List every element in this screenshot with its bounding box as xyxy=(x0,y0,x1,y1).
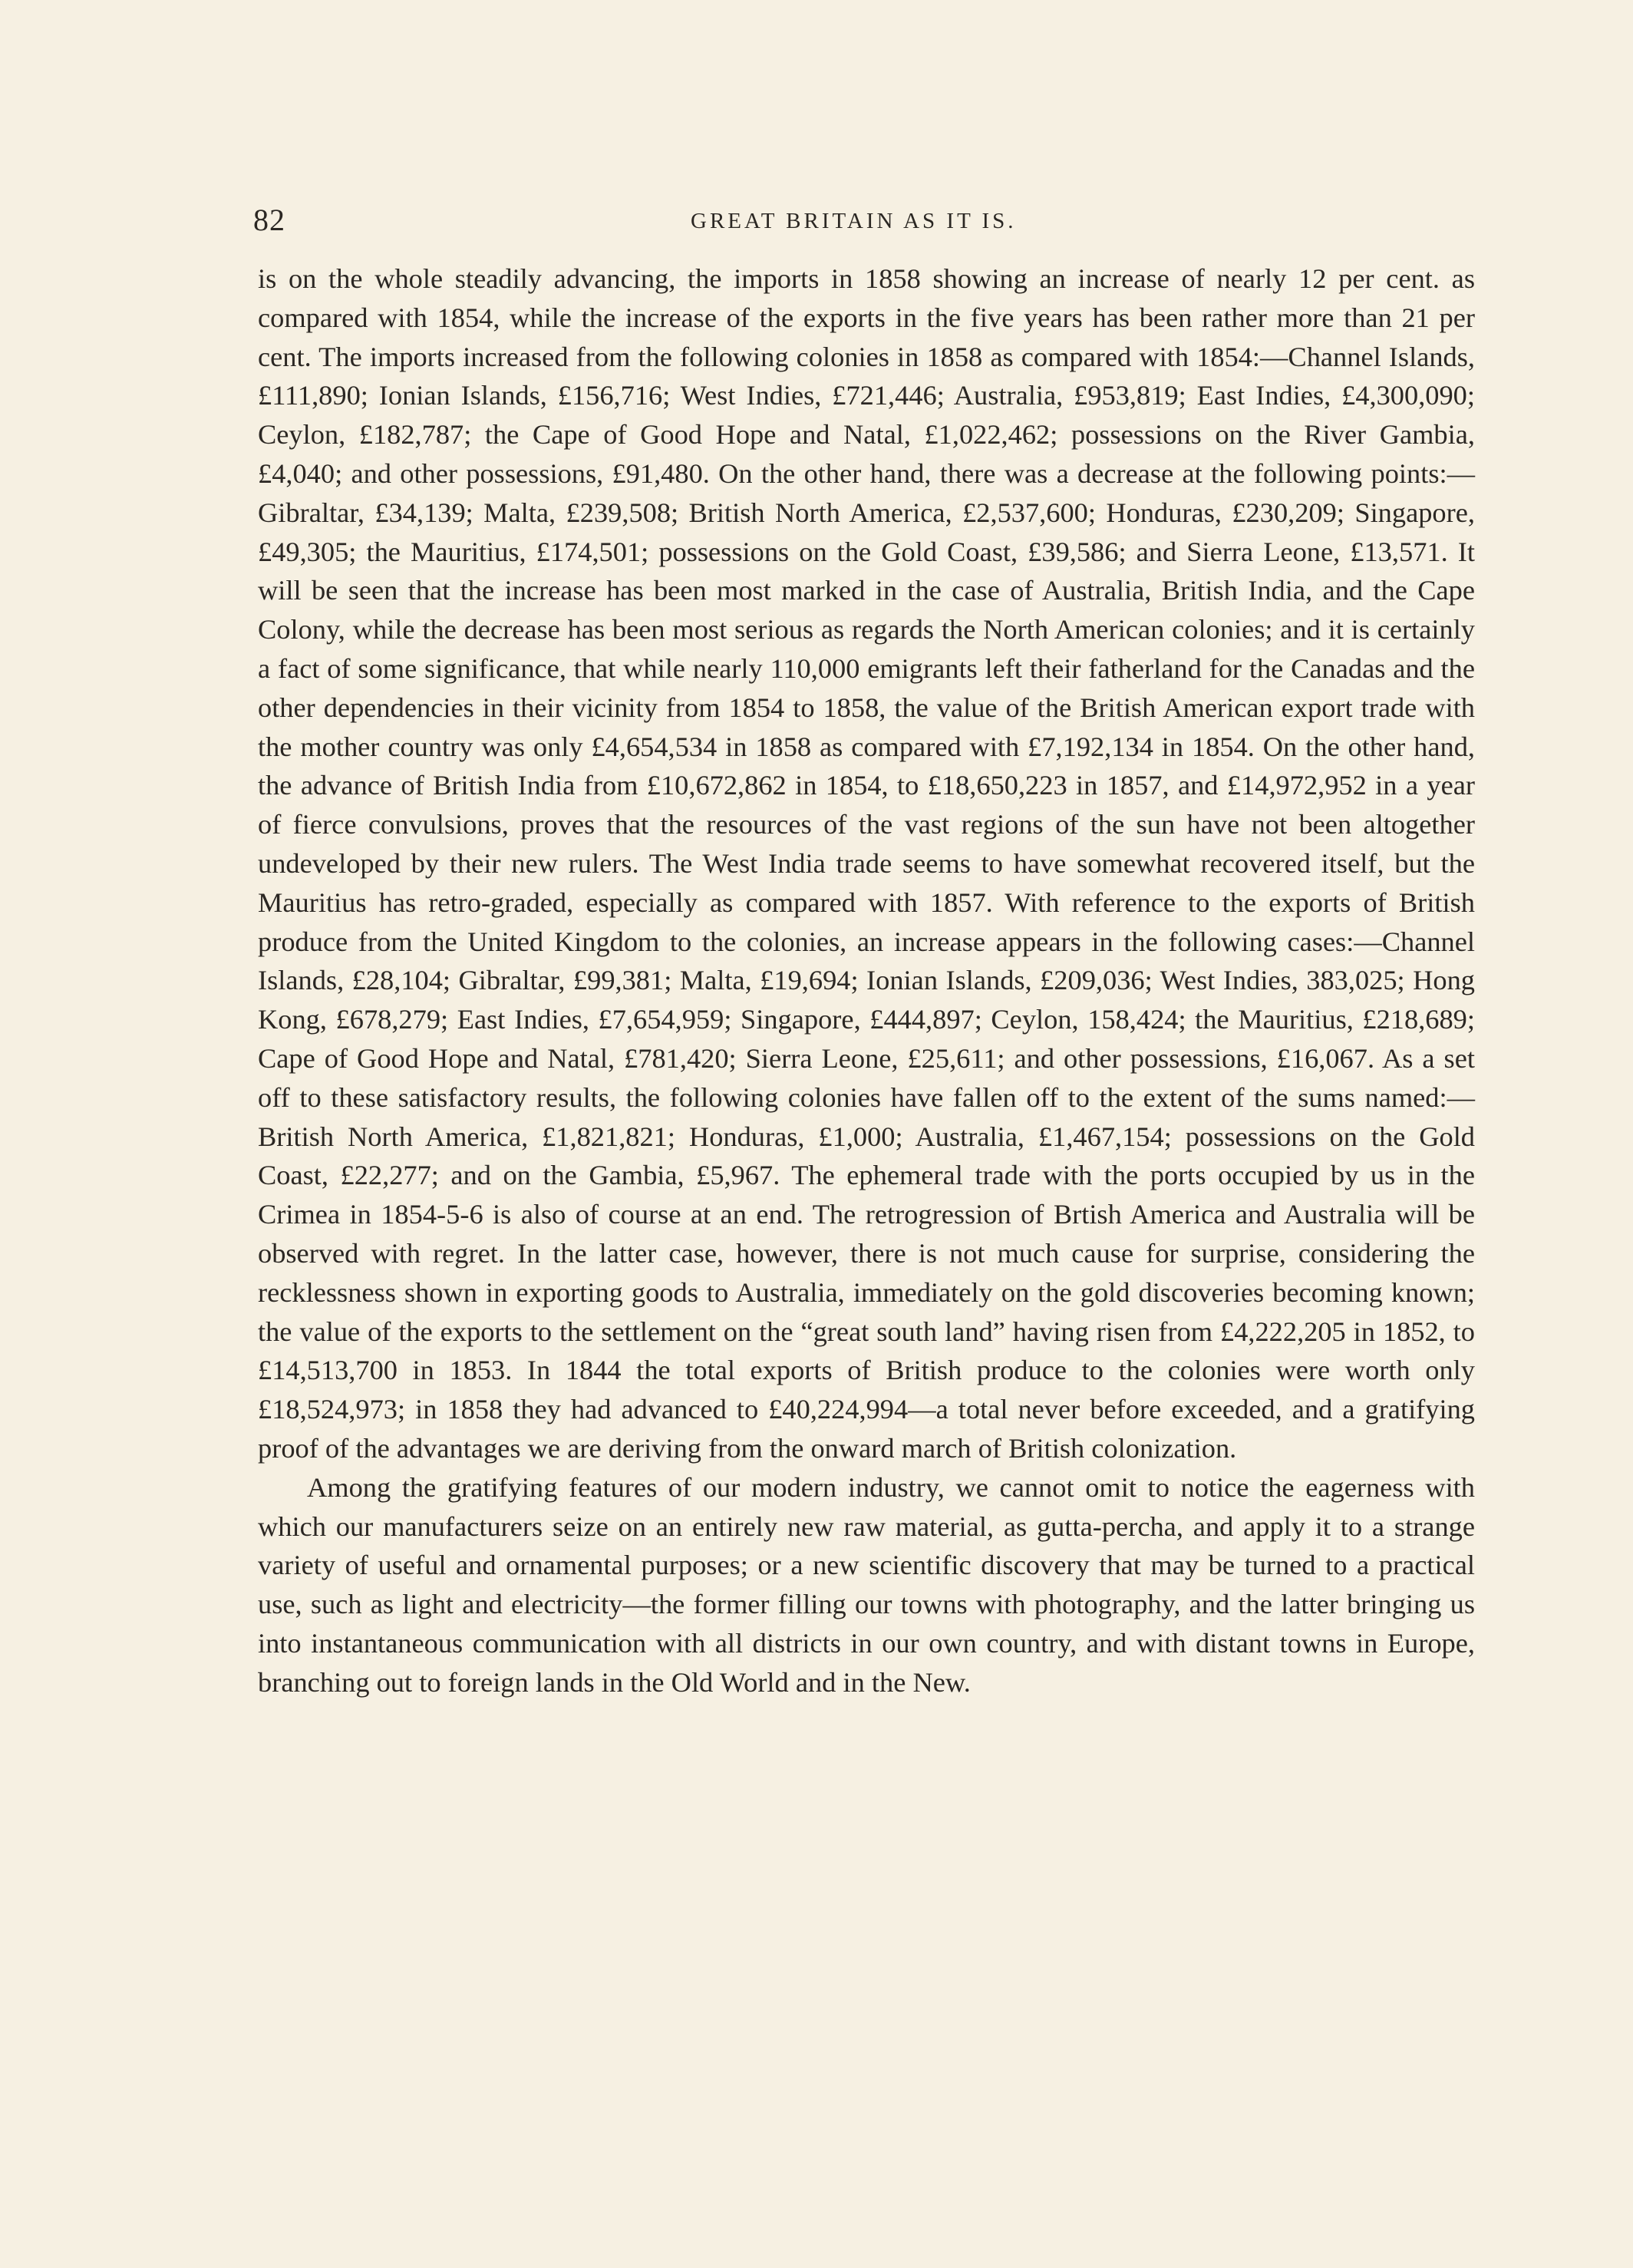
running-head xyxy=(253,201,1475,239)
paragraph-continuation: is on the whole steadily advancing, the imports in 1858 showing an increase of nearly 12 per cent. as compared with 1854, while the increase of the exports in the five years has been rather more than 21 per cent. The imports increased from the following colonies in 1858 as compared with 1854:—Channel Islands, £111,890; Ionian Islands, £156,716; West Indies, £721,446; Australia, £953,819; East Indies, £4,300,090; Ceylon, £182,787; the Cape of Good Hope and Natal, £1,022,462; possessions on the River Gambia, £4,040; and other possessions, £91,480. On the other hand, there was a decrease at the following points:—Gibraltar, £34,139; Malta, £239,508; British North America, £2,537,600; Honduras, £230,209; Singapore, £49,305; the Mauritius, £174,501; possessions on the Gold Coast, £39,586; and Sierra Leone, £13,571. It will be seen that the increase has been most marked in the case of Australia, British India, and the Cape Colony, while the decrease has been most serious as regards the North American colonies; and it is certainly a fact of some significance, that while nearly 110,000 emigrants left their fatherland for the Canadas and the other dependencies in their vicinity from 1854 to 1858, the value of the British American export trade with the mother country was only £4,654,534 in 1858 as compared with £7,192,134 in 1854. On the other hand, the advance of British India from £10,672,862 in 1854, to £18,650,223 in 1857, and £14,972,952 in a year of fierce convulsions, proves that the resources of the vast regions of the sun have not been altogether undeveloped by their new rulers. The West India trade seems to have somewhat recovered itself, but the Mauritius has retro-graded, especially as compared with 1857. With reference to the exports of British produce from the United Kingdom to the colonies, an increase appears in the following cases:—Channel Islands, £28,104; Gibraltar, £99,381; Malta, £19,694; Ionian Islands, £209,036; West Indies, 383,025; Hong Kong, £678,279; East Indies, £7,654,959; Singapore, £444,897; Ceylon, 158,424; the Mauritius, £218,689; Cape of Good Hope and Natal, £781,420; Sierra Leone, £25,611; and other possessions, £16,067. As a set off to these satisfactory results, the following colonies have fallen off to the extent of the sums named:—British North America, £1,821,821; Honduras, £1,000; Australia, £1,467,154; possessions on the Gold Coast, £22,277; and on the Gambia, £5,967. The ephemeral trade with the ports occupied by us in the Crimea in 1854-5-6 is also of course at an end. The retrogression of Brtish America and Australia will be observed with regret. In the latter case, however, there is not much cause for surprise, considering the recklessness shown in exporting goods to Australia, immediately on the gold discoveries becoming known; the value of the exports to the settlement on the “great south land” having risen from £4,222,205 in 1852, to £14,513,700 in 1853. In 1844 the total exports of British produce to the colonies were worth only £18,524,973; in 1858 they had advanced to £40,224,994—a total never before exceeded, and a gratifying proof of the advantages we are deriving from the onward march of British colonization. xyxy=(258,263,1475,1464)
running-title: GREAT BRITAIN AS IT IS. xyxy=(691,209,1017,233)
paragraph-industry: Among the gratifying features of our modern industry, we cannot omit to notice the eagerness with which our manufacturers seize on an entirely new raw material, as gutta-percha, and apply it to a strange variety of useful and ornamental purposes; or a new scientific discovery that may be turned to a practical use, such as light and electricity—the former filling our towns with photography, and the latter bringing us into instantaneous communication with all districts in our own country, and with distant towns in Europe, branching out to foreign lands in the Old World and in the New. xyxy=(258,1471,1475,1698)
body-text xyxy=(258,259,1475,1702)
page-number: 82 xyxy=(253,203,285,237)
